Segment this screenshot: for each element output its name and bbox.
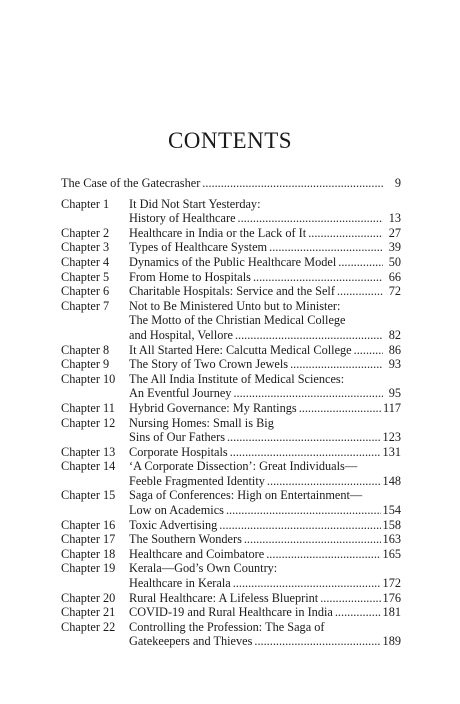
page-number: 9 — [394, 176, 401, 190]
dot-leader — [254, 634, 380, 649]
toc-entry — [61, 372, 401, 401]
toc-row — [61, 270, 401, 285]
dot-leader — [308, 226, 383, 241]
dot-leader — [299, 401, 381, 416]
chapter-number: Chapter 3 — [61, 240, 110, 255]
entry-title: COVID-19 and Rural Healthcare in India — [129, 605, 333, 620]
toc-row — [61, 576, 401, 591]
toc-row — [61, 372, 401, 387]
toc-entry — [61, 459, 401, 488]
entry-title: ‘A Corporate Dissection’: Great Individuals— — [129, 459, 358, 474]
chapter-number: Chapter 8 — [61, 342, 110, 357]
chapter-number: Chapter 5 — [61, 269, 110, 284]
page-number: 165 — [382, 546, 401, 561]
page-number: 163 — [382, 532, 401, 547]
page-number: 154 — [382, 503, 401, 518]
chapter-number: Chapter 4 — [61, 254, 110, 269]
toc-row — [61, 343, 401, 358]
entry-title: From Home to Hospitals — [129, 269, 251, 284]
page-number: 13 — [388, 211, 401, 226]
toc-row — [61, 488, 401, 503]
toc-entry — [61, 620, 401, 649]
table-of-contents — [61, 170, 401, 649]
page-number: 189 — [382, 634, 401, 649]
toc-entry — [61, 547, 401, 562]
entry-title: Types of Healthcare System — [129, 240, 268, 255]
toc-entry — [61, 176, 401, 191]
chapter-number: Chapter 7 — [61, 298, 110, 313]
page-number: 86 — [388, 342, 401, 357]
toc-row — [61, 634, 401, 649]
dot-leader — [219, 518, 380, 533]
toc-entry — [61, 255, 401, 270]
entry-title: The All India Institute of Medical Sciences: — [129, 371, 345, 386]
dot-leader — [354, 343, 383, 358]
toc-entry — [61, 416, 401, 445]
entry-title: Rural Healthcare: A Lifeless Blueprint — [129, 590, 319, 605]
page-number: 72 — [388, 284, 401, 299]
page-number: 39 — [388, 240, 401, 255]
page-number: 123 — [382, 430, 401, 445]
chapter-number: Chapter 6 — [61, 284, 110, 299]
entry-title: The Story of Two Crown Jewels — [129, 357, 289, 372]
dot-leader — [269, 240, 383, 255]
entry-title: Controlling the Profession: The Saga of — [129, 619, 325, 634]
toc-row — [61, 357, 401, 372]
chapter-number: Chapter 17 — [61, 532, 116, 547]
entry-title: The Southern Wonders — [129, 532, 242, 547]
entry-title: Gatekeepers and Thieves — [129, 634, 253, 649]
toc-row — [61, 416, 401, 431]
toc-row — [61, 459, 401, 474]
dot-leader — [266, 547, 380, 562]
page-number: 158 — [382, 517, 401, 532]
chapter-number: Chapter 14 — [61, 459, 116, 474]
dot-leader — [335, 605, 381, 620]
dot-leader — [253, 270, 383, 285]
toc-entry — [61, 488, 401, 517]
toc-row — [61, 284, 401, 299]
toc-entry — [61, 226, 401, 241]
toc-row — [61, 401, 401, 416]
chapter-number: Chapter 22 — [61, 619, 116, 634]
entry-title: Not to Be Ministered Unto but to Minister: — [129, 298, 341, 313]
entry-title: Low on Academics — [129, 503, 224, 518]
toc-row — [61, 474, 401, 489]
page-number: 27 — [388, 225, 401, 240]
toc-row — [61, 299, 401, 314]
chapter-number: Chapter 16 — [61, 517, 116, 532]
page-number: 93 — [388, 357, 401, 372]
toc-row — [61, 518, 401, 533]
dot-leader — [233, 386, 383, 401]
toc-row — [61, 591, 401, 606]
chapter-number: Chapter 15 — [61, 488, 116, 503]
toc-row — [61, 561, 401, 576]
dot-leader — [338, 255, 383, 270]
entry-title: Charitable Hospitals: Service and the Self — [129, 284, 335, 299]
toc-entry — [61, 518, 401, 533]
toc-row — [61, 605, 401, 620]
toc-entry — [61, 561, 401, 590]
dot-leader — [267, 474, 381, 489]
toc-row — [61, 503, 401, 518]
chapter-number: Chapter 9 — [61, 357, 110, 372]
toc-entry — [61, 591, 401, 606]
page-title: CONTENTS — [167, 128, 293, 153]
toc-row — [61, 547, 401, 562]
toc-row — [61, 176, 401, 191]
toc-row — [61, 313, 401, 328]
page-number: 148 — [382, 473, 401, 488]
page-number: 95 — [388, 386, 401, 401]
chapter-number: Chapter 10 — [61, 371, 116, 386]
entry-title: Corporate Hospitals — [129, 444, 228, 459]
entry-title: and Hospital, Vellore — [129, 327, 233, 342]
entry-title: Healthcare in Kerala — [129, 576, 231, 591]
entry-title: Dynamics of the Public Healthcare Model — [129, 254, 337, 269]
entry-title: History of Healthcare — [129, 211, 236, 226]
dot-leader — [238, 211, 383, 226]
toc-entry — [61, 197, 401, 226]
entry-title: An Eventful Journey — [129, 386, 232, 401]
toc-row — [61, 226, 401, 241]
chapter-number: Chapter 20 — [61, 590, 116, 605]
toc-row — [61, 532, 401, 547]
dot-leader — [337, 284, 383, 299]
dot-leader — [320, 591, 380, 606]
toc-entry — [61, 343, 401, 358]
toc-row — [61, 211, 401, 226]
entry-title: Saga of Conferences: High on Entertainment— — [129, 488, 363, 503]
dot-leader — [235, 328, 383, 343]
dot-leader — [227, 430, 381, 445]
entry-title: Healthcare and Coimbatore — [129, 546, 265, 561]
toc-entry — [61, 299, 401, 343]
page-number: 50 — [388, 254, 401, 269]
chapter-number: Chapter 19 — [61, 561, 116, 576]
chapter-number: Chapter 2 — [61, 225, 110, 240]
entry-title: Kerala—God’s Own Country: — [129, 561, 278, 576]
toc-entry — [61, 357, 401, 372]
chapter-number: Chapter 21 — [61, 605, 116, 620]
entry-title: Healthcare in India or the Lack of It — [129, 225, 307, 240]
entry-title: Hybrid Governance: My Rantings — [129, 400, 297, 415]
toc-row — [61, 445, 401, 460]
toc-entry — [61, 445, 401, 460]
dot-leader — [290, 357, 383, 372]
toc-row — [61, 197, 401, 212]
toc-row — [61, 240, 401, 255]
entry-title: The Case of the Gatecrasher — [61, 176, 201, 190]
entry-title: It Did Not Start Yesterday: — [129, 196, 261, 211]
dot-leader — [230, 445, 381, 460]
page-number: 181 — [382, 605, 401, 620]
entry-title: Sins of Our Fathers — [129, 430, 225, 445]
toc-entry — [61, 284, 401, 299]
chapter-number: Chapter 12 — [61, 415, 116, 430]
toc-row — [61, 386, 401, 401]
page-number: 66 — [388, 269, 401, 284]
page-number: 131 — [382, 444, 401, 459]
toc-entry — [61, 270, 401, 285]
entry-title: Toxic Advertising — [129, 517, 218, 532]
toc-entry — [61, 401, 401, 416]
toc-row — [61, 255, 401, 270]
dot-leader — [226, 503, 381, 518]
dot-leader — [233, 576, 381, 591]
page-number: 82 — [388, 327, 401, 342]
page-number: 117 — [383, 400, 401, 415]
entry-title: The Motto of the Christian Medical College — [129, 313, 346, 328]
chapter-number: Chapter 11 — [61, 400, 115, 415]
page-number: 172 — [382, 576, 401, 591]
entry-title: It All Started Here: Calcutta Medical College — [129, 342, 352, 357]
toc-row — [61, 620, 401, 635]
chapter-number: Chapter 1 — [61, 196, 110, 211]
toc-entry — [61, 240, 401, 255]
entry-title: Feeble Fragmented Identity — [129, 473, 265, 488]
toc-entry — [61, 532, 401, 547]
dot-leader — [244, 532, 381, 547]
chapter-number: Chapter 18 — [61, 546, 116, 561]
chapter-number: Chapter 13 — [61, 444, 116, 459]
toc-entry — [61, 605, 401, 620]
page-number: 176 — [382, 590, 401, 605]
dot-leader — [202, 176, 383, 191]
toc-row — [61, 328, 401, 343]
entry-title: Nursing Homes: Small is Big — [129, 415, 274, 430]
toc-row — [61, 430, 401, 445]
